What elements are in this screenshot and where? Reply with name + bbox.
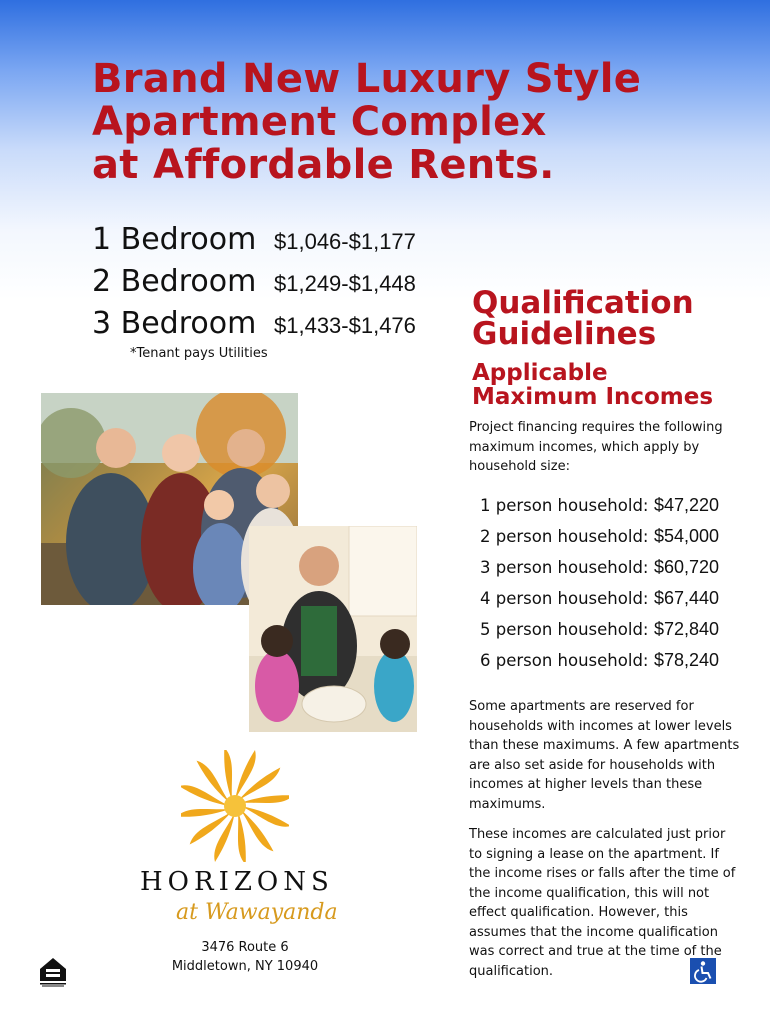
income-intro: Project financing requires the following maximum incomes, which apply by household size: — [469, 420, 723, 474]
income-label: 1 person household: — [480, 496, 649, 515]
income-row — [480, 557, 719, 588]
income-value: $72,840 — [654, 619, 720, 639]
income-row — [480, 650, 719, 681]
rent-row — [92, 222, 416, 264]
qualification-title — [472, 285, 694, 352]
rent-price: $1,433-$1,476 — [274, 313, 416, 338]
rent-row — [92, 264, 416, 306]
income-subtitle-line-1: Applicable — [472, 360, 608, 386]
rent-list — [92, 222, 416, 348]
kitchen-photo — [249, 526, 417, 732]
income-subtitle-line-2: Maximum Incomes — [472, 384, 714, 410]
qualification-title-line-2: Guidelines — [472, 316, 657, 352]
income-value: $54,000 — [654, 526, 720, 546]
income-row — [480, 588, 719, 619]
income-row — [480, 495, 719, 526]
headline-line-1: Brand New Luxury Style — [92, 56, 642, 102]
reserved-paragraph: Some apartments are reserved for households with incomes at lower levels than these maximums. A few apartments are also set aside for households with incomes at higher levels than these maximums. — [469, 699, 740, 812]
income-row — [480, 619, 719, 650]
income-table — [480, 495, 719, 681]
rent-price: $1,249-$1,448 — [274, 271, 416, 296]
income-label: 6 person household: — [480, 651, 649, 670]
brand-subtitle: at Wawayanda — [176, 900, 338, 925]
address-line-1: 3476 Route 6 — [201, 940, 289, 955]
address — [150, 938, 340, 976]
income-subtitle — [472, 361, 713, 409]
tenant-note: *Tenant pays Utilities — [130, 346, 268, 361]
income-label: 5 person household: — [480, 620, 649, 639]
income-value: $60,720 — [654, 557, 720, 577]
income-label: 4 person household: — [480, 589, 649, 608]
income-label: 3 person household: — [480, 558, 649, 577]
sun-logo-icon — [181, 750, 289, 862]
qualification-title-line-1: Qualification — [472, 285, 694, 321]
rent-label: 3 Bedroom — [92, 306, 257, 341]
rent-price: $1,046-$1,177 — [274, 229, 416, 254]
calculation-paragraph: These incomes are calculated just prior to signing a lease on the apartment. If the income rises or falls after the time of the income qualification, this will not effect qualification. However, this assumes that the income qualification was correct and true at the time of the qualification. — [469, 827, 736, 979]
income-value: $47,220 — [654, 495, 720, 515]
rent-label: 2 Bedroom — [92, 264, 257, 299]
equal-housing-opportunity-icon — [37, 955, 69, 987]
headline-line-3: at Affordable Rents. — [92, 142, 555, 188]
address-line-2: Middletown, NY 10940 — [171, 959, 319, 974]
income-value: $67,440 — [654, 588, 720, 608]
income-label: 2 person household: — [480, 527, 649, 546]
income-row — [480, 526, 719, 557]
rent-label: 1 Bedroom — [92, 222, 257, 257]
rent-row — [92, 306, 416, 348]
brand-name: HORIZONS — [140, 867, 334, 897]
headline-line-2: Apartment Complex — [92, 99, 547, 145]
income-value: $78,240 — [654, 650, 720, 670]
headline — [92, 58, 641, 187]
